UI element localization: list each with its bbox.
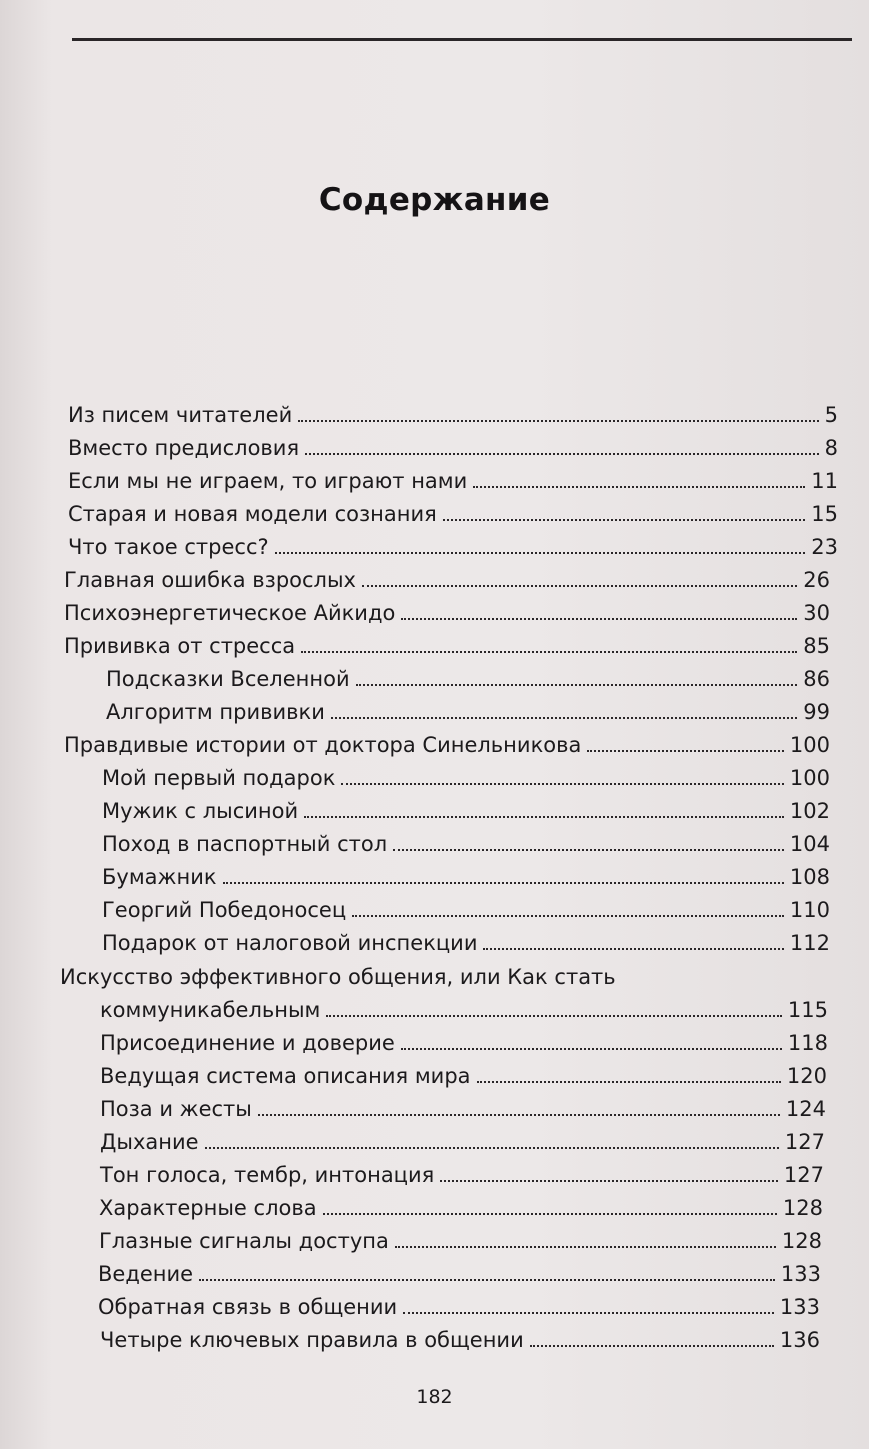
toc-dot-leader — [401, 1048, 782, 1050]
toc-dot-leader — [199, 1279, 775, 1281]
toc-dot-leader — [258, 1114, 780, 1116]
toc-entry-title: Глазные сигналы доступа — [99, 1229, 389, 1253]
toc-entry-page: 30 — [803, 601, 830, 625]
toc-entry-title: коммуникабельным — [100, 998, 321, 1022]
toc-entry-page: 15 — [811, 502, 838, 526]
toc-entry-title: Поза и жесты — [100, 1097, 252, 1121]
toc-entry-title: Обратная связь в общении — [98, 1295, 398, 1319]
toc-dot-leader — [587, 750, 784, 752]
toc-entry-page: 8 — [824, 436, 838, 460]
toc-entry — [68, 431, 838, 461]
toc-entry-title: Бумажник — [102, 865, 217, 889]
toc-entry-title: Из писем читателей — [68, 403, 293, 427]
toc-entry — [64, 596, 830, 626]
toc-dot-leader — [352, 915, 784, 917]
toc-dot-leader — [305, 453, 819, 455]
toc-entry-title: Главная ошибка взрослых — [64, 568, 356, 592]
toc-subentry — [100, 1125, 825, 1155]
toc-subentry — [102, 860, 830, 890]
toc-entry — [100, 993, 828, 1023]
toc-entry-title: Правдивые истории от доктора Синельникова — [64, 733, 582, 757]
toc-dot-leader — [331, 717, 797, 719]
toc-subentry — [100, 1092, 826, 1122]
toc-dot-leader — [301, 651, 797, 653]
toc-entry-title: Характерные слова — [99, 1196, 317, 1220]
toc-subentry — [100, 1026, 828, 1056]
toc-entry — [68, 530, 838, 560]
toc-subentry — [100, 1158, 824, 1188]
toc-entry-title: Старая и новая модели сознания — [68, 502, 437, 526]
toc-entry-title: Тон голоса, тембр, интонация — [100, 1163, 435, 1187]
toc-entry-page: 124 — [785, 1097, 826, 1121]
toc-entry-page: 26 — [803, 568, 830, 592]
toc-entry-title: Прививка от стресса — [64, 634, 296, 658]
toc-entry-title: Что такое стресс? — [68, 535, 269, 559]
toc-entry — [68, 464, 838, 494]
top-rule — [72, 38, 852, 41]
toc-entry-page: 127 — [783, 1163, 824, 1187]
toc-entry-page: 118 — [787, 1031, 828, 1055]
toc-subentry — [99, 1224, 822, 1254]
toc-dot-leader — [401, 618, 797, 620]
toc-entry — [64, 563, 830, 593]
toc-dot-leader — [440, 1180, 778, 1182]
toc-entry-page: 102 — [789, 799, 830, 823]
toc-entry-title: Мужик с лысиной — [102, 799, 299, 823]
toc-subentry — [102, 926, 830, 956]
toc-entry-page: 133 — [780, 1262, 821, 1286]
toc-entry-page: 85 — [803, 634, 830, 658]
toc-entry — [64, 629, 830, 659]
toc-entry-title: Мой первый подарок — [102, 766, 336, 790]
toc-dot-leader — [362, 585, 797, 587]
toc-entry-title: Подарок от налоговой инспекции — [102, 931, 478, 955]
toc-entry-title: Поход в паспортный стол — [102, 832, 388, 856]
toc-entry-page: 100 — [789, 733, 830, 757]
toc-entry-page: 136 — [779, 1328, 820, 1352]
toc-entry — [64, 728, 830, 758]
toc-entry-page: 23 — [811, 535, 838, 559]
toc-entry-page: 128 — [782, 1196, 823, 1220]
toc-entry-page: 86 — [803, 667, 830, 691]
toc-dot-leader — [298, 420, 818, 422]
toc-dot-leader — [395, 1246, 776, 1248]
toc-dot-leader — [483, 948, 783, 950]
toc-entry-title: Алгоритм прививки — [106, 700, 325, 724]
toc-dot-leader — [393, 849, 784, 851]
toc-subentry — [100, 1059, 827, 1089]
toc-entry-page: 5 — [824, 403, 838, 427]
toc-entry-page: 108 — [789, 865, 830, 889]
toc-entry-first-line: Искусство эффективного общения, или Как стать — [60, 965, 616, 989]
toc-dot-leader — [403, 1312, 774, 1314]
toc-entry-page: 99 — [803, 700, 830, 724]
toc-entry-title: Психоэнергетическое Айкидо — [64, 601, 396, 625]
toc-dot-leader — [223, 882, 784, 884]
toc-subentry — [106, 662, 830, 692]
toc-dot-leader — [304, 816, 784, 818]
toc-entry-title: Ведущая система описания мира — [100, 1064, 471, 1088]
toc-entry — [68, 497, 838, 527]
toc-entry-page: 112 — [789, 931, 830, 955]
toc-subentry — [102, 893, 830, 923]
toc-entry-title: Если мы не играем, то играют нами — [68, 469, 468, 493]
toc-entry-page: 127 — [784, 1130, 825, 1154]
toc-entry-title: Четыре ключевых правила в общении — [100, 1328, 524, 1352]
toc-entry-page: 115 — [787, 998, 828, 1022]
toc-entry-page: 128 — [781, 1229, 822, 1253]
toc-dot-leader — [356, 684, 798, 686]
toc-dot-leader — [530, 1345, 774, 1347]
toc-entry-title: Георгий Победоносец — [102, 898, 347, 922]
toc-entry-page: 133 — [779, 1295, 820, 1319]
toc-dot-leader — [341, 783, 784, 785]
toc-dot-leader — [323, 1213, 777, 1215]
toc-entry-page: 11 — [811, 469, 838, 493]
toc-entry-title: Ведение — [98, 1262, 194, 1286]
toc-dot-leader — [326, 1015, 782, 1017]
page-title: Содержание — [318, 182, 551, 218]
toc-dot-leader — [275, 552, 806, 554]
toc-dot-leader — [443, 519, 805, 521]
toc-entry-page: 100 — [789, 766, 830, 790]
toc-dot-leader — [205, 1147, 779, 1149]
toc-subentry — [100, 1323, 820, 1353]
toc-entry-page: 120 — [786, 1064, 827, 1088]
toc-dot-leader — [477, 1081, 781, 1083]
toc-subentry — [102, 761, 830, 791]
toc-subentry — [98, 1257, 821, 1287]
toc-subentry — [98, 1290, 820, 1320]
toc-dot-leader — [473, 486, 805, 488]
toc-entry — [68, 398, 838, 428]
toc-entry-title: Присоединение и доверие — [100, 1031, 395, 1055]
page-number: 182 — [416, 1386, 453, 1408]
toc-subentry — [99, 1191, 823, 1221]
toc-subentry — [102, 827, 830, 857]
toc-subentry — [106, 695, 830, 725]
toc-entry-title: Подсказки Вселенной — [106, 667, 350, 691]
toc-subentry — [102, 794, 830, 824]
toc-entry-title: Дыхание — [100, 1130, 199, 1154]
toc-entry-title: Вместо предисловия — [68, 436, 300, 460]
toc-entry-page: 110 — [789, 898, 830, 922]
toc-entry-page: 104 — [789, 832, 830, 856]
